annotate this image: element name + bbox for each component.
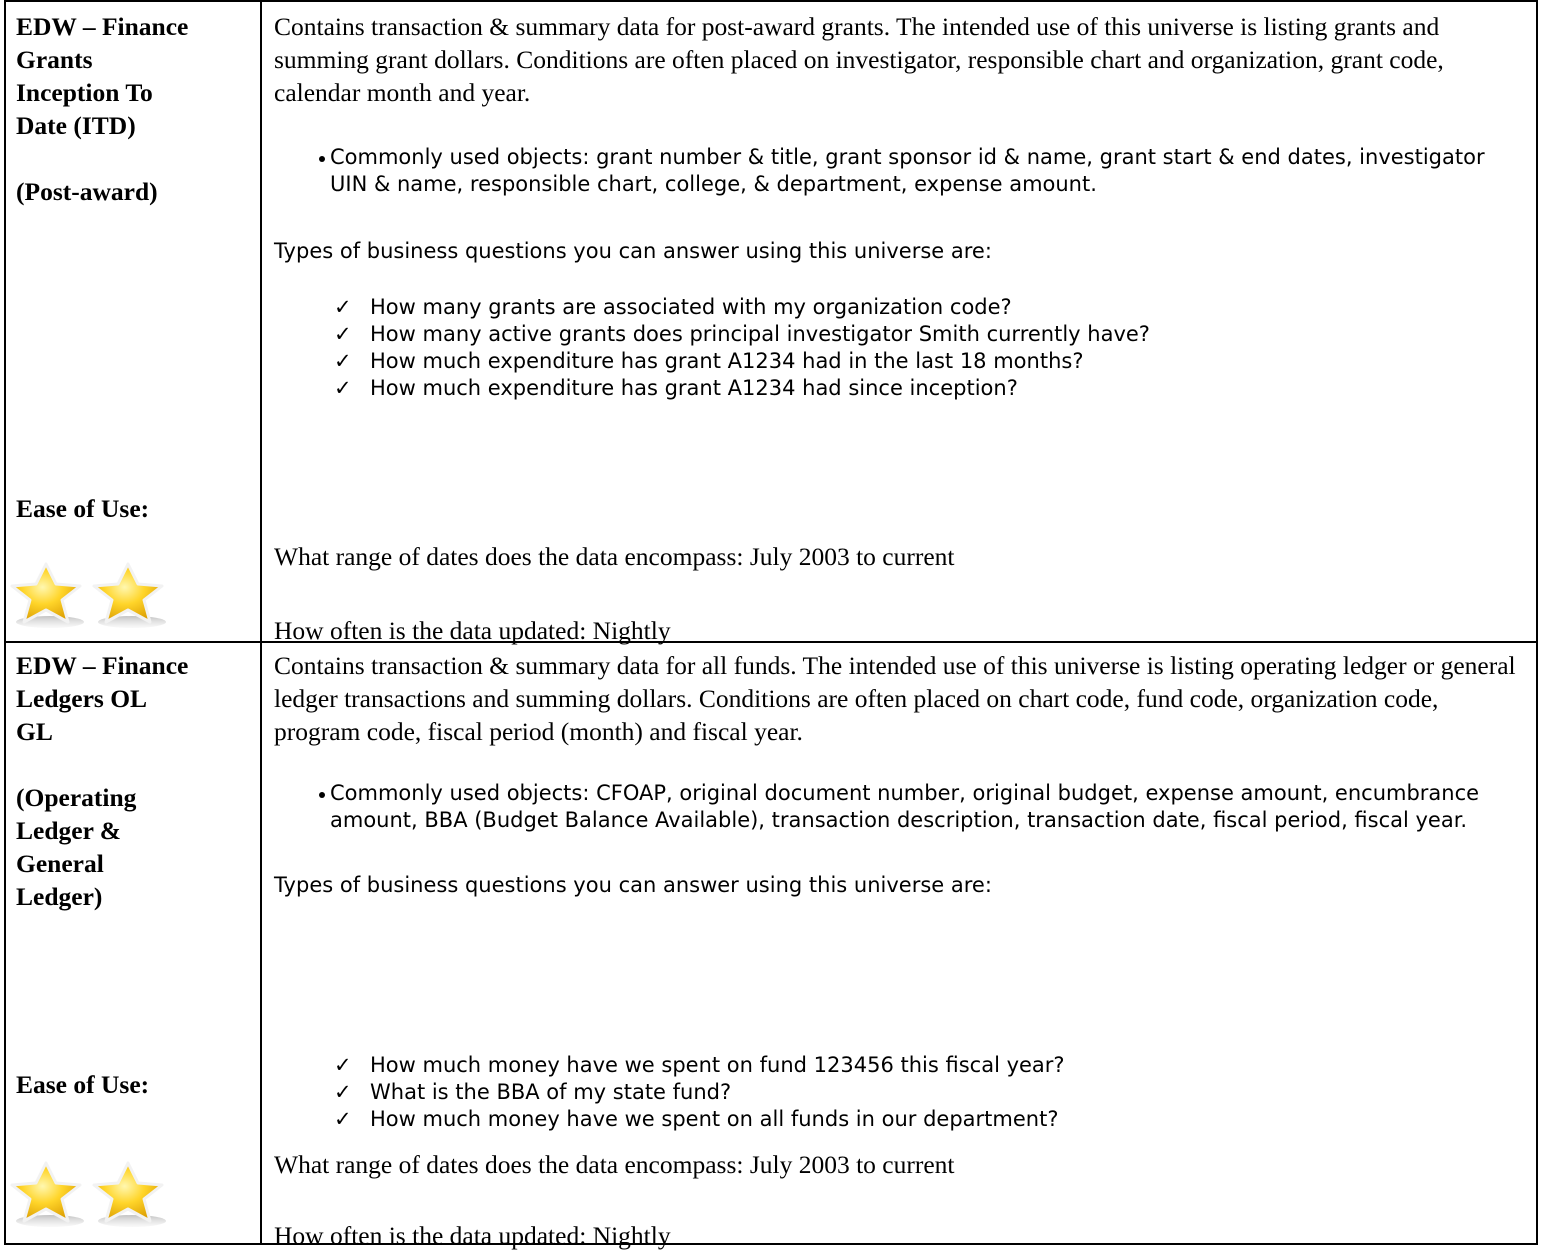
update-frequency: How often is the data updated: Nightly [274,616,671,645]
universe-name: EDW – Finance Ledgers OL GL [16,651,189,746]
check-icon: ✓ [334,295,352,319]
table-row [5,642,1537,1244]
ease-rating [8,1159,178,1229]
star-icon [90,560,170,630]
check-icon: ✓ [334,1107,352,1131]
universe-subtitle: (Post-award) [16,177,158,206]
universe-name-cell [5,1,261,642]
date-range: What range of dates does the data encompass: July 2003 to current [274,1150,955,1179]
star-icon [8,560,88,630]
bullet-icon [319,792,325,798]
questions-list [274,1052,1526,1133]
objects-list [274,144,1526,198]
list-item: ✓ What is the BBA of my state fund? [334,1080,732,1104]
questions-list [274,294,1526,402]
check-icon: ✓ [334,1053,352,1077]
star-icon [90,1159,170,1229]
objects-list [274,780,1526,834]
list-item: ✓ How much money have we spent on all funds in our department? [334,1107,1059,1131]
universe-details-cell [261,642,1537,1250]
ease-of-use-label: Ease of Use: [16,1070,150,1099]
universe-name-cell [5,642,261,1244]
questions-intro: Types of business questions you can answer using this universe are: [274,873,992,897]
list-item: ✓ How much expenditure has grant A1234 had in the last 18 months? [334,349,1084,373]
universe-description: Contains transaction & summary data for post-award grants. The intended use of this universe is listing grants and summing grant dollars. Conditions are often placed on investigator, responsible chart and organization, grant code, calendar month and year. [274,12,1444,107]
star-icon [8,1159,88,1229]
universe-table [4,0,1538,1250]
list-item: ✓ How many grants are associated with my organization code? [334,295,1012,319]
universe-subtitle: (Operating Ledger & General Ledger) [16,783,137,911]
date-range: What range of dates does the data encompass: July 2003 to current [274,542,955,571]
list-item: ✓ How much expenditure has grant A1234 had since inception? [334,376,1018,400]
update-frequency: How often is the data updated: Nightly [274,1221,671,1250]
check-icon: ✓ [334,322,352,346]
check-icon: ✓ [334,349,352,373]
ease-of-use-label: Ease of Use: [16,494,150,523]
questions-intro: Types of business questions you can answer using this universe are: [274,239,992,263]
check-icon: ✓ [334,1080,352,1104]
list-item: Commonly used objects: CFOAP, original document number, original budget, expense amount, encumbrance amount, BBA (Budget Balance Available), transaction description, transaction date, fiscal period, fiscal year. [330,780,1526,834]
check-icon: ✓ [334,376,352,400]
universe-details-cell [261,1,1537,645]
list-item: ✓ How much money have we spent on fund 123456 this fiscal year? [334,1053,1065,1077]
table-row [5,1,1537,642]
universe-name: EDW – Finance Grants Inception To Date (ITD) [16,12,189,140]
list-item: Commonly used objects: grant number & title, grant sponsor id & name, grant start & end dates, investigator UIN & name, responsible chart, college, & department, expense amount. [330,144,1526,198]
list-item: ✓ How many active grants does principal investigator Smith currently have? [334,322,1150,346]
ease-rating [8,560,178,630]
bullet-icon [319,156,325,162]
universe-description: Contains transaction & summary data for all funds. The intended use of this universe is listing operating ledger or general ledger transactions and summing dollars. Conditions are often placed on chart code, fund code, organization code, program code, fiscal period (month) and fiscal year. [274,651,1516,746]
